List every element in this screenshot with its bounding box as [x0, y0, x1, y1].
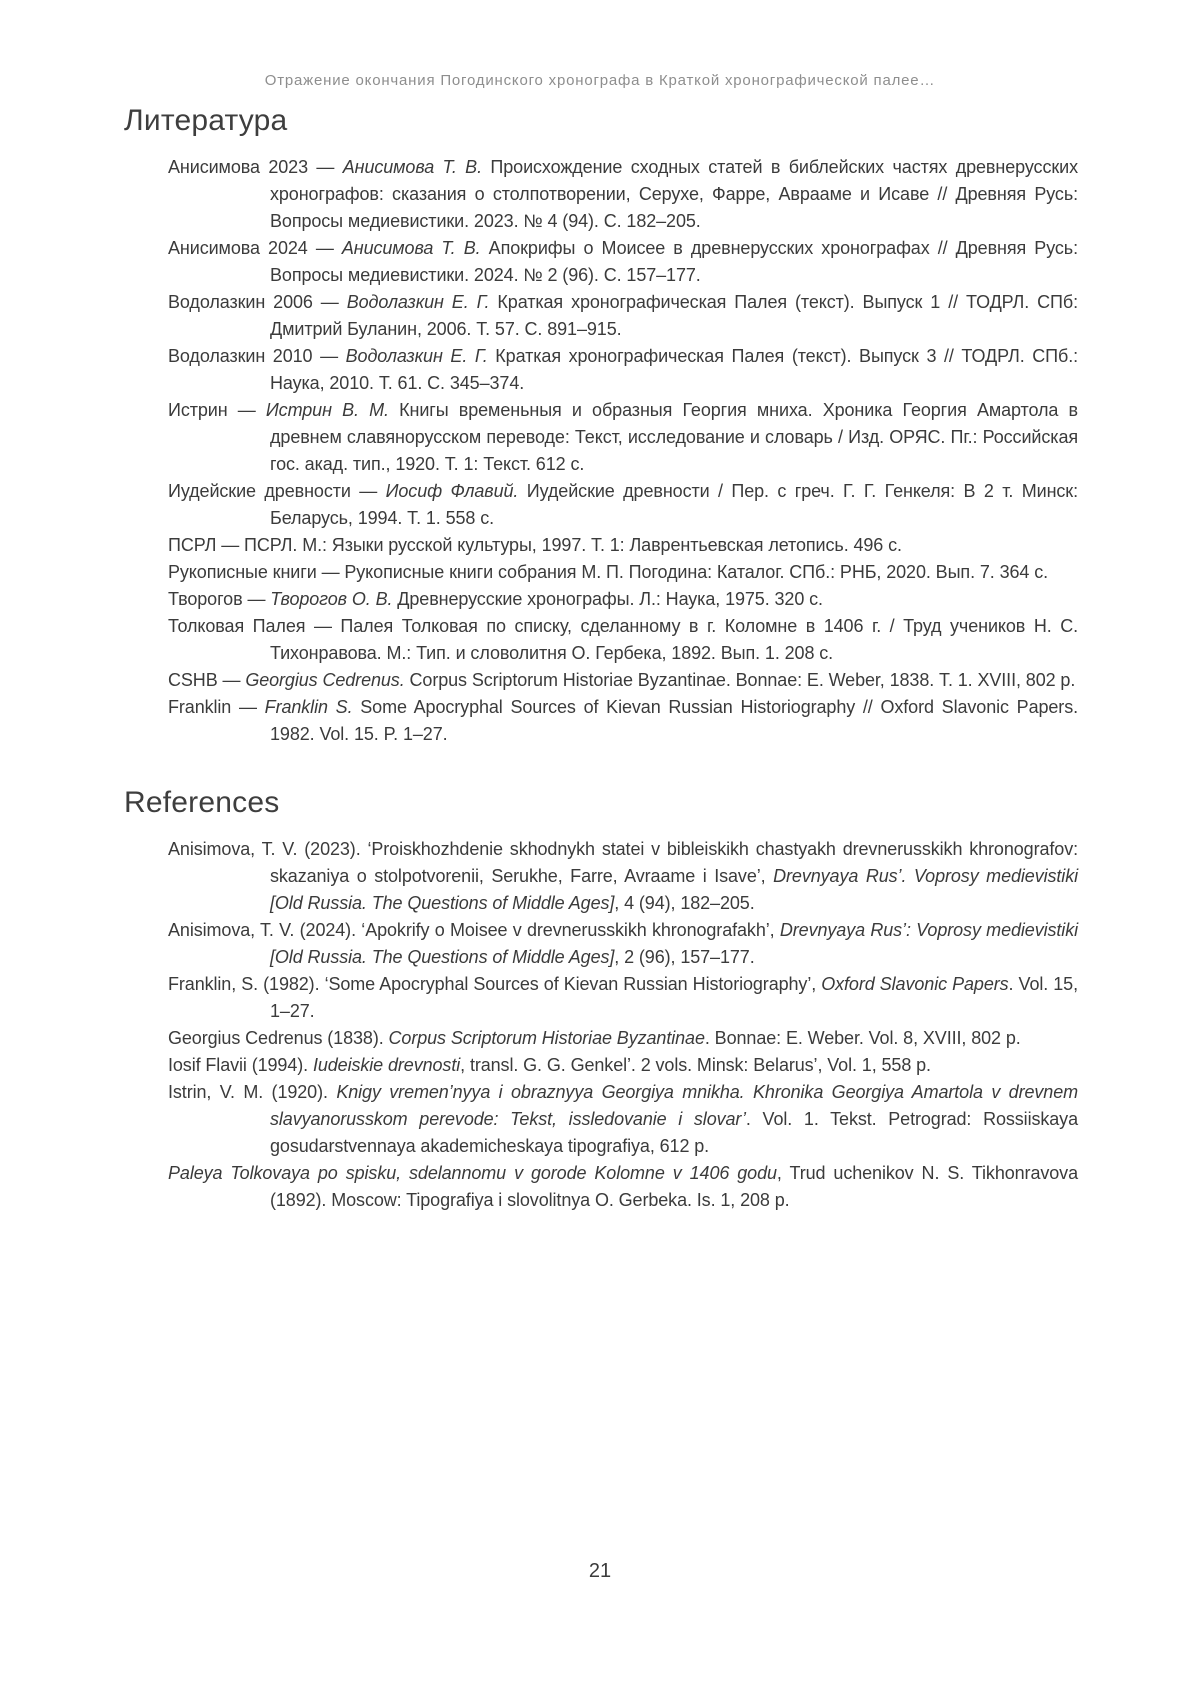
reference-entry: Iosif Flavii (1994). Iudeiskie drevnosti, transl. G. G. Genkel’. 2 vols. Minsk: Belarus’, Vol. 1, 558 p. [168, 1055, 931, 1075]
reference-entry: Анисимова 2023 — Анисимова Т. В. Происхождение сходных статей в библейских частях древнерусских хронографов: сказания о столпотворении, Серухе, Фарре, Аврааме и Исаве // Древняя Русь: Вопросы медиевистики. 2023. № 4 (94). С. 182–205. [168, 157, 1078, 231]
reference-entry: Anisimova, T. V. (2023). ‘Proiskhozhdenie skhodnykh statei v bibleiskikh chastyakh drevnerusskikh khronografov: skazaniya o stolpotvorenii, Serukhe, Farre, Avraame i Isave’, Drevnyaya Rus’. Voprosy medievistiki [Old Russia. The Questions of Middle Ages], 4 (94), 182–205. [168, 839, 1078, 913]
page-content [120, 104, 1078, 1214]
running-head: Отражение окончания Погодинского хронографа в Краткой хронографической палее… [264, 72, 936, 89]
references-list [120, 836, 1078, 1214]
literatura-heading: Литература [124, 104, 288, 137]
reference-entry: Толковая Палея — Палея Толковая по списку, сделанному в г. Коломне в 1406 г. / Труд учеников Н. С. Тихонравова. М.: Тип. и словолитня О. Гербека, 1892. Вып. 1. 208 с. [168, 616, 1078, 663]
reference-entry: Иудейские древности — Иосиф Флавий. Иудейские древности / Пер. с греч. Г. Г. Генкеля: В 2 т. Минск: Беларусь, 1994. Т. 1. 558 с. [168, 481, 1078, 528]
reference-entry: Anisimova, T. V. (2024). ‘Apokrify o Moisee v drevnerusskikh khronografakh’, Drevnyaya Rus’: Voprosy medievistiki [Old Russia. The Questions of Middle Ages], 2 (96), 157–177. [168, 920, 1078, 967]
reference-entry: ПСРЛ — ПСРЛ. М.: Языки русской культуры, 1997. Т. 1: Лаврентьевская летопись. 496 с. [168, 535, 902, 555]
reference-entry: Творогов — Творогов О. В. Древнерусские хронографы. Л.: Наука, 1975. 320 с. [168, 589, 823, 609]
reference-entry: Franklin — Franklin S. Some Apocryphal Sources of Kievan Russian Historiography // Oxford Slavonic Papers. 1982. Vol. 15. P. 1–27. [168, 697, 1079, 744]
reference-entry: Водолазкин 2010 — Водолазкин Е. Г. Краткая хронографическая Палея (текст). Выпуск 3 // ТОДРЛ. СПб.: Наука, 2010. Т. 61. С. 345–374. [168, 346, 1079, 393]
references-heading: References [124, 786, 280, 819]
reference-entry: Franklin, S. (1982). ‘Some Apocryphal Sources of Kievan Russian Historiography’, Oxford Slavonic Papers. Vol. 15, 1–27. [168, 974, 1078, 1021]
page-number: 21 [588, 1560, 612, 1582]
reference-entry: Istrin, V. M. (1920). Knigy vremen’nyya i obraznyya Georgiya mnikha. Khronika Georgiya Amartola v drevnem slavyanorusskom perevode: Tekst, issledovanie i slovar’. Vol. 1. Tekst. Petrograd: Rossiiskaya gosudarstvennaya akademicheskaya tipografiya, 612 p. [168, 1082, 1078, 1156]
reference-entry: Водолазкин 2006 — Водолазкин Е. Г. Краткая хронографическая Палея (текст). Выпуск 1 // ТОДРЛ. СПб: Дмитрий Буланин, 2006. Т. 57. С. 891–915. [168, 292, 1079, 339]
reference-entry: Georgius Cedrenus (1838). Corpus Scriptorum Historiae Byzantinae. Bonnae: E. Weber. Vol. 8, XVIII, 802 p. [168, 1028, 1021, 1048]
reference-entry: Paleya Tolkovaya po spisku, sdelannomu v gorode Kolomne v 1406 godu, Trud uchenikov N. S. Tikhonravova (1892). Moscow: Tipografiya i slovolitnya O. Gerbeka. Is. 1, 208 p. [168, 1163, 1078, 1210]
reference-entry: Истрин — Истрин В. М. Книгы временьныя и образныя Георгия мниха. Хроника Георгия Амартола в древнем славянорусском переводе: Текст, исследование и словарь / Изд. ОРЯС. Пг.: Российская гос. акад. тип., 1920. Т. 1: Текст. 612 с. [168, 400, 1078, 474]
literatura-list [120, 154, 1078, 748]
reference-entry: Рукописные книги — Рукописные книги собрания М. П. Погодина: Каталог. СПб.: РНБ, 2020. Вып. 7. 364 с. [168, 562, 1049, 582]
reference-entry: Анисимова 2024 — Анисимова Т. В. Апокрифы о Моисее в древнерусских хронографах // Древняя Русь: Вопросы медиевистики. 2024. № 2 (96). С. 157–177. [168, 238, 1078, 285]
reference-entry: CSHB — Georgius Cedrenus. Corpus Scriptorum Historiae Byzantinae. Bonnae: E. Weber, 1838. Т. 1. XVIII, 802 p. [168, 670, 1076, 690]
